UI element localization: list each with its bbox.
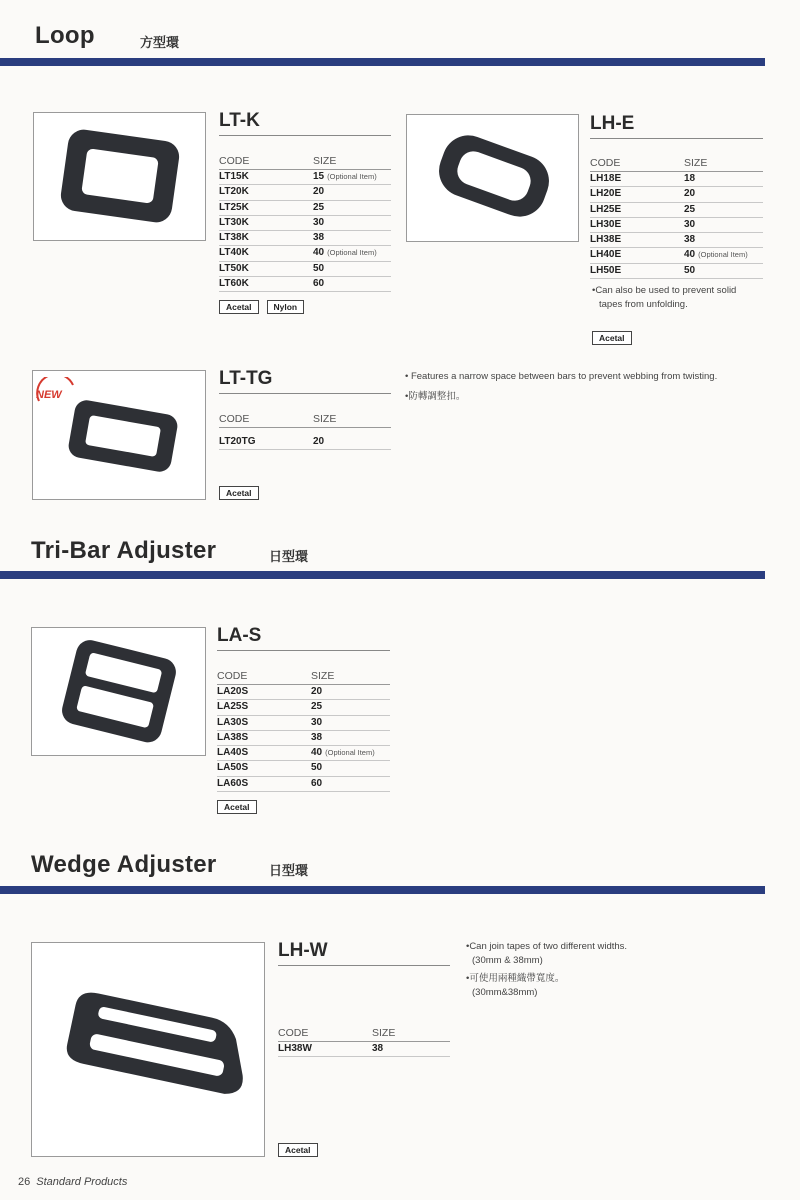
product-name-ltk: LT-K xyxy=(219,110,260,131)
material-tag: Acetal xyxy=(219,300,259,314)
spec-table-ltk xyxy=(219,155,391,292)
material-tags-las xyxy=(217,800,257,814)
product-photo-ltk xyxy=(33,112,206,241)
material-tags-lttg xyxy=(219,486,259,500)
spec-row: LH38E 38 xyxy=(590,233,763,248)
section-subtitle-tribar: 日型環 xyxy=(269,549,309,564)
page-footer xyxy=(18,1176,127,1188)
material-tag: Acetal xyxy=(217,800,257,814)
spec-row: LT20K 20 xyxy=(219,185,391,200)
spec-header: CODE SIZE xyxy=(219,155,391,170)
spec-row: LA20S 20 xyxy=(217,685,390,700)
spec-row: LA50S 50 xyxy=(217,761,390,776)
section-subtitle-wedge: 日型環 xyxy=(269,863,309,878)
footer-label: Standard Products xyxy=(36,1176,128,1188)
spec-row: LT25K 25 xyxy=(219,201,391,216)
loop-buckle-image xyxy=(407,115,578,241)
name-underline xyxy=(217,650,390,651)
loop-buckle-image xyxy=(34,113,205,240)
name-underline xyxy=(219,135,391,136)
spec-row: LT38K 38 xyxy=(219,231,391,246)
section-divider xyxy=(0,886,765,894)
spec-row: LH40E 40 (Optional Item) xyxy=(590,248,763,263)
section-subtitle-loop: 方型環 xyxy=(140,35,180,50)
material-tags-lhe xyxy=(592,331,632,345)
section-title-wedge: Wedge Adjuster xyxy=(31,851,217,878)
material-tags-lhw xyxy=(278,1143,318,1157)
section-divider xyxy=(0,58,765,66)
spec-table-las xyxy=(217,670,390,792)
spec-row: LT15K 15 (Optional Item) xyxy=(219,170,391,185)
product-note-lhw: •Can join tapes of two different widths. (30mm & 38mm) •可使用兩種織帶寬度。 (30mm&38mm) xyxy=(466,941,628,998)
section-divider xyxy=(0,571,765,579)
spec-row: LH38W 38 xyxy=(278,1042,450,1057)
spec-row: LA30S 30 xyxy=(217,716,390,731)
product-name-lttg: LT-TG xyxy=(219,368,273,389)
new-badge-icon xyxy=(33,377,77,407)
spec-header: CODE SIZE xyxy=(278,1027,450,1042)
spec-table-lhw xyxy=(278,1027,450,1057)
spec-row: LA40S 40 (Optional Item) xyxy=(217,746,390,761)
product-name-las: LA-S xyxy=(217,625,262,646)
spec-row: LT50K 50 xyxy=(219,262,391,277)
spec-header: CODE SIZE xyxy=(217,670,390,685)
material-tag: Acetal xyxy=(219,486,259,500)
spec-row: LA25S 25 xyxy=(217,700,390,715)
section-title-loop: Loop xyxy=(35,22,95,49)
spec-table-lhe xyxy=(590,157,763,279)
spec-row: LH20E 20 xyxy=(590,187,763,202)
page-number: 26 xyxy=(18,1176,31,1188)
name-underline xyxy=(219,393,391,394)
material-tag: Acetal xyxy=(592,331,632,345)
product-photo-las xyxy=(31,627,206,756)
spec-row: LA60S 60 xyxy=(217,777,390,792)
section-title-tribar: Tri-Bar Adjuster xyxy=(31,537,217,564)
material-tag: Nylon xyxy=(267,300,305,314)
product-note-lhe: •Can also be used to prevent solid tapes from unfolding. xyxy=(592,285,737,310)
spec-row: LA38S 38 xyxy=(217,731,390,746)
material-tags-ltk xyxy=(219,300,304,314)
product-photo-lhe xyxy=(406,114,579,242)
product-name-lhw: LH-W xyxy=(278,940,328,961)
name-underline xyxy=(590,138,763,139)
wedge-buckle-image xyxy=(32,943,264,1156)
svg-text:NEW: NEW xyxy=(36,389,62,401)
spec-row: LT60K 60 xyxy=(219,277,391,292)
spec-row: LH30E 30 xyxy=(590,218,763,233)
product-photo-lhw xyxy=(31,942,265,1157)
tri-bar-buckle-image xyxy=(32,628,205,755)
spec-row: LH50E 50 xyxy=(590,264,763,279)
product-note-lttg: • Features a narrow space between bars to prevent webbing from twisting. •防轉調整扣。 xyxy=(405,371,718,402)
spec-row: LH18E 18 xyxy=(590,172,763,187)
spec-header: CODE SIZE xyxy=(590,157,763,172)
spec-row: LT20TG 20 xyxy=(219,435,391,450)
name-underline xyxy=(278,965,450,966)
spec-header: CODE SIZE xyxy=(219,413,391,428)
spec-row: LT40K 40 (Optional Item) xyxy=(219,246,391,261)
material-tag: Acetal xyxy=(278,1143,318,1157)
spec-row: LT30K 30 xyxy=(219,216,391,231)
spec-table-lttg xyxy=(219,413,391,450)
spec-row: LH25E 25 xyxy=(590,203,763,218)
product-name-lhe: LH-E xyxy=(590,113,635,134)
